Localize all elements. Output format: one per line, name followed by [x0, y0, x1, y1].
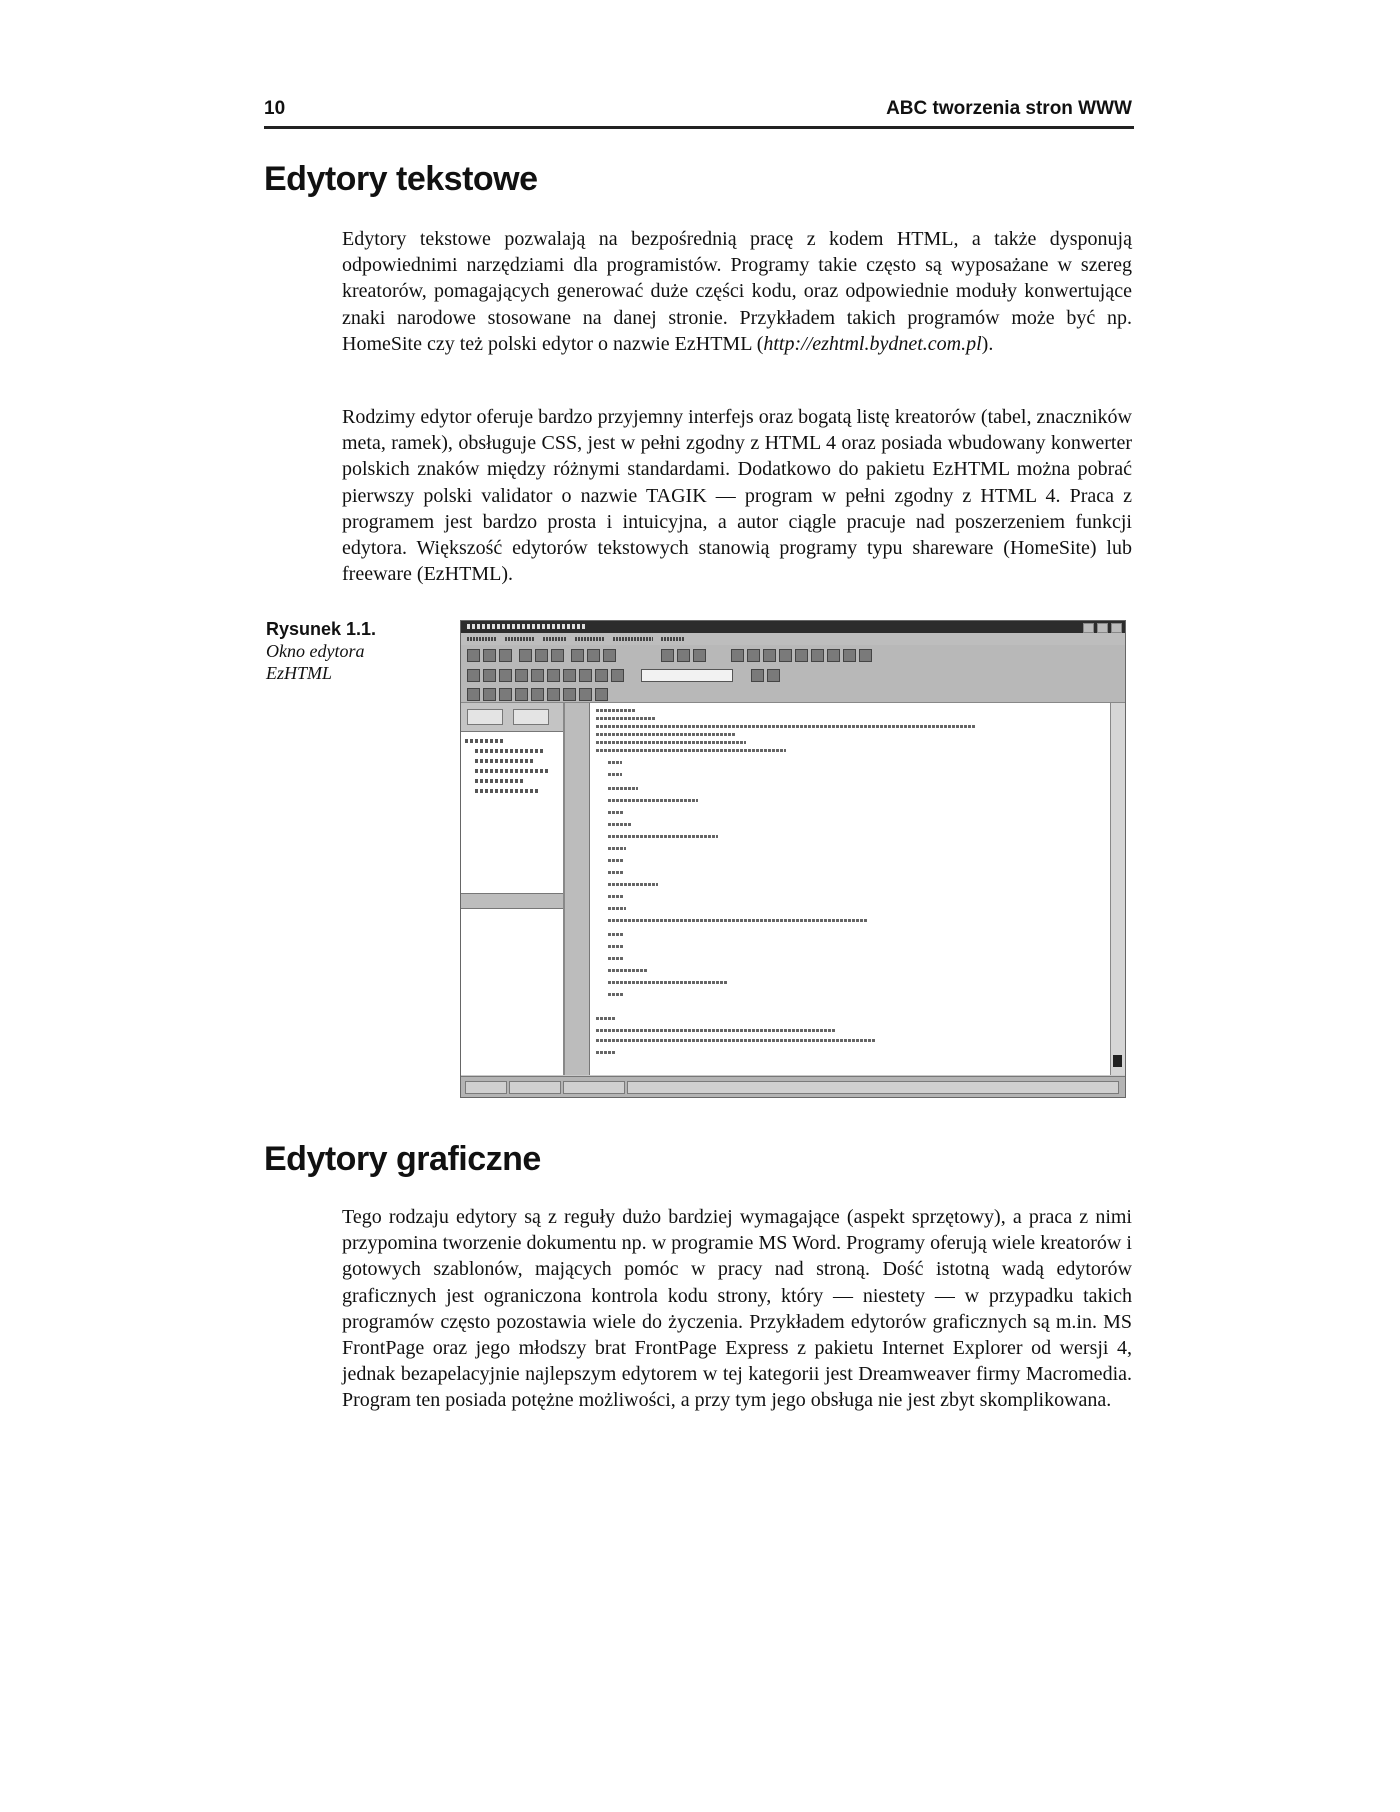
page-number: 10	[264, 98, 286, 119]
section-heading-graphic-editors: Edytory graficzne	[264, 1140, 541, 1178]
editor-scrollbar	[1110, 703, 1125, 1075]
paragraph-ezhtml-description: Rodzimy edytor oferuje bardzo przyjemny interfejs oraz bogatą listę kreatorów (tabel, znaczników meta, ramek), obsługuje CSS, jest w pełni zgodny z HTML 4 oraz posiada wbudowany konwerter polskich znaków między różnymi standardami. Dodatkowo do pakietu EzHTML można pobrać pierwszy polski validator o nazwie TAGIK — program w pełni zgodny z HTML 4. Praca z programem jest bardzo prosta i intuicyjna, a autor ciągle pracuje nad poszerzeniem funkcji edytora. Większość edytorów tekstowych stanowią programy typu shareware (HomeSite) lub freeware (EzHTML).	[342, 406, 1132, 586]
figure-caption	[266, 618, 406, 684]
file-tree-pane	[461, 703, 565, 1075]
window-toolbar-2	[461, 665, 1125, 686]
running-header	[264, 98, 1134, 129]
paragraph-text-editors-intro	[342, 226, 1132, 357]
window-titlebar	[461, 621, 1125, 633]
window-menubar	[461, 633, 1125, 645]
window-statusbar	[461, 1076, 1125, 1097]
editor-gutter	[565, 703, 590, 1075]
running-title: ABC tworzenia stron WWW	[886, 98, 1132, 119]
paragraph-text-end: ).	[981, 332, 994, 355]
code-editor-area	[590, 703, 1110, 1075]
url-link[interactable]: http://ezhtml.bydnet.com.pl	[763, 332, 982, 355]
figure-label: Rysunek 1.1.	[266, 619, 377, 639]
paragraph-text: Edytory tekstowe pozwalają na bezpośrednią pracę z kodem HTML, a także dysponują odpowiednimi narzędziami dla programistów. Programy takie często są wyposażane w szereg kreatorów, pomagających generować duże części kodu, oraz odpowiednie moduły konwertujące znaki narodowe stosowane na danej stronie. Przykładem takich programów może być np. HomeSite czy też polski edytor o nazwie EzHTML (	[342, 228, 1132, 355]
section-heading-text-editors: Edytory tekstowe	[264, 160, 538, 198]
window-toolbar-3	[461, 685, 1125, 703]
window-toolbar-1	[461, 645, 1125, 666]
paragraph-graphic-editors: Tego rodzaju edytory są z reguły dużo bardziej wymagające (aspekt sprzętowy), a praca z nimi przypomina tworzenie dokumentu np. w programie MS Word. Programy oferują wiele kreatorów i gotowych szablonów, mających pomóc w pracy nad stroną. Dość istotną wadą edytorów graficznych jest ograniczona kontrola kodu strony, który — niestety — w przypadku takich programów często pozostawia wiele do życzenia. Przykładem edytorów graficznych są m.in. MS FrontPage oraz jego młodszy brat FrontPage Express z pakietu Internet Explorer od wersji 4, jednak bezapelacyjnie najlepszym edytorem w tej kategorii jest Dreamweaver firmy Macromedia. Program ten posiada potężne możliwości, a przy tym jego obsługa nie jest zbyt skomplikowana.	[342, 1206, 1132, 1412]
figure-screenshot-ezhtml-window	[460, 620, 1126, 1098]
figure-description: Okno edytora EzHTML	[266, 641, 365, 683]
